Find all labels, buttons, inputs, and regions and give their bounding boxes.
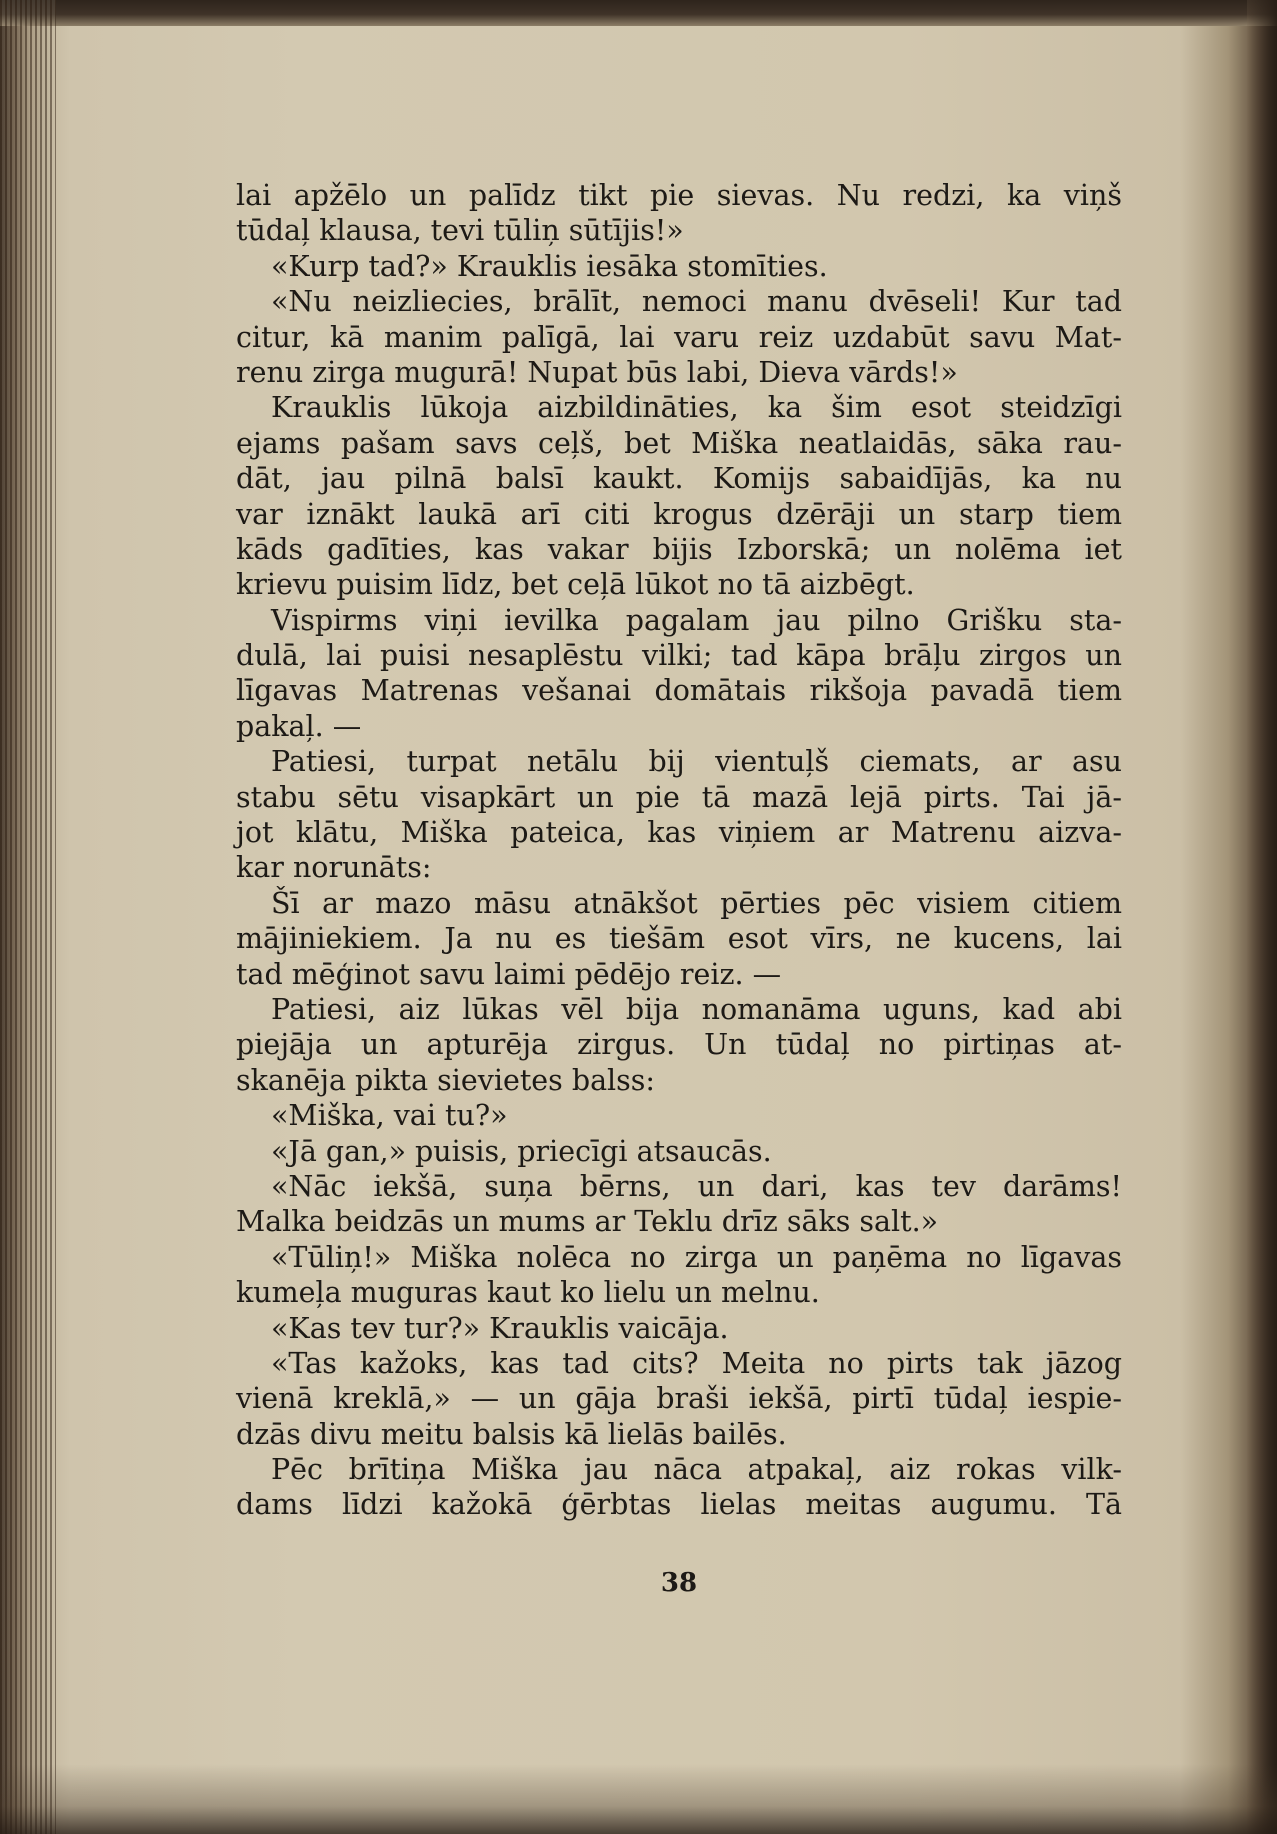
text-line: renu zirga mugurā! Nupat būs labi, Dieva vārds!»	[236, 355, 958, 389]
text-line: vienā kreklā,» — un gāja braši iekšā, pirtī tūdaļ iespie-	[236, 1382, 1122, 1416]
text-line: «Nu neizliecies, brālīt, nemoci manu dvēseli! Kur tad	[271, 285, 1122, 319]
text-line: ejams pašam savs ceļš, bet Miška neatlaidās, sāka rau-	[236, 426, 1122, 460]
text-line: dulā, lai puisi nesaplēstu vilki; tad kāpa brāļu zirgos un	[236, 639, 1122, 673]
text-line: Pēc brītiņa Miška jau nāca atpakaļ, aiz rokas vilk-	[271, 1453, 1122, 1487]
text-line: «Nāc iekšā, suņa bērns, un dari, kas tev darāms!	[271, 1169, 1122, 1203]
text-line: dams līdzi kažokā ģērbtas lielas meitas augumu. Tā	[236, 1488, 1122, 1522]
text-line: dāt, jau pilnā balsī kaukt. Komijs sabaidījās, ka nu	[236, 462, 1122, 496]
text-line: stabu sētu visapkārt un pie tā mazā lejā pirts. Tai jā-	[236, 780, 1122, 814]
text-line: piejāja un apturēja zirgus. Un tūdaļ no pirtiņas at-	[236, 1028, 1122, 1062]
text-line: «Jā gan,» puisis, priecīgi atsaucās.	[271, 1134, 772, 1168]
book-binding-edge	[1247, 0, 1277, 1834]
text-line: skanēja pikta sievietes balss:	[236, 1063, 656, 1097]
text-line: «Tūliņ!» Miška nolēca no zirga un paņēma no līgavas	[271, 1240, 1122, 1274]
text-line: kumeļa muguras kaut ko lielu un melnu.	[236, 1276, 820, 1310]
text-line: «Kas tev tur?» Krauklis vaicāja.	[271, 1311, 729, 1345]
text-line: lai apžēlo un palīdz tikt pie sievas. Nu redzi, ka viņš	[236, 179, 1122, 212]
text-line: Patiesi, aiz lūkas vēl bija nomanāma uguns, kad abi	[271, 992, 1122, 1026]
text-line: «Miška, vai tu?»	[271, 1099, 508, 1133]
text-line: kar norunāts:	[236, 851, 432, 885]
page-body-text	[236, 178, 1122, 1523]
text-line: «Tas kažoks, kas tad cits? Meita no pirts tak jāzog	[271, 1346, 1122, 1380]
text-line: krievu puisim līdz, bet ceļā lūkot no tā aizbēgt.	[236, 568, 915, 602]
text-line: jot klātu, Miška pateica, kas viņiem ar Matrenu aizva-	[236, 816, 1122, 850]
page-number: 38	[660, 1568, 698, 1598]
text-line: Patiesi, turpat netālu bij vientuļš ciemats, ar asu	[271, 745, 1122, 779]
text-line: Krauklis lūkoja aizbildināties, ka šim esot steidzīgi	[271, 391, 1122, 425]
text-line: kāds gadīties, kas vakar bijis Izborskā; un nolēma iet	[236, 532, 1122, 566]
text-line: mājiniekiem. Ja nu es tiešām esot vīrs, ne kucens, lai	[236, 922, 1122, 956]
text-line: Vispirms viņi ievilka pagalam jau pilno Grišku sta-	[271, 603, 1122, 637]
text-line: līgavas Matrenas vešanai domātais rikšoja pavadā tiem	[236, 674, 1122, 708]
book-top-edge	[0, 0, 1277, 26]
text-line: tad mēģinot savu laimi pēdējo reiz. —	[236, 957, 782, 991]
text-line: Malka beidzās un mums ar Teklu drīz sāks salt.»	[236, 1205, 939, 1239]
text-line: Šī ar mazo māsu atnākšot pērties pēc visiem citiem	[271, 886, 1122, 920]
page-bottom-shadow	[0, 1764, 1277, 1834]
text-line: citur, kā manim palīgā, lai varu reiz uzdabūt savu Mat-	[236, 320, 1122, 354]
page-stack-edges	[0, 0, 56, 1834]
text-line: tūdaļ klausa, tevi tūliņ sūtījis!»	[236, 214, 684, 248]
text-line: «Kurp tad?» Krauklis iesāka stomīties.	[271, 249, 828, 283]
text-line: pakaļ. —	[236, 709, 362, 743]
text-line: dzās divu meitu balsis kā lielās bailēs.	[236, 1417, 787, 1451]
text-line: var iznākt laukā arī citi krogus dzērāji un starp tiem	[236, 497, 1122, 531]
